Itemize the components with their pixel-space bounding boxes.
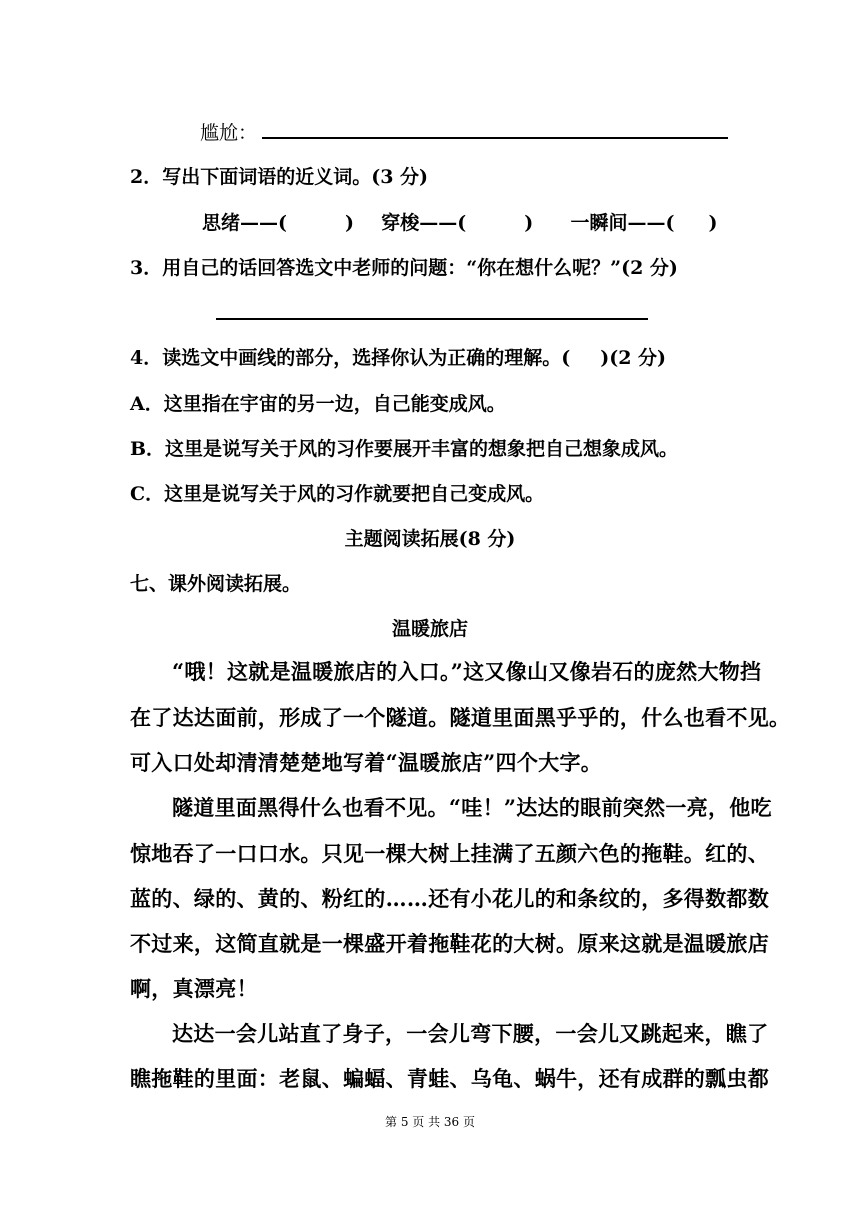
article-line-1: “哦！这就是温暖旅店的入口。”这又像山又像岩石的庞然大物挡 <box>172 659 762 684</box>
article-line-2: 在了达达面前，形成了一个隧道。隧道里面黑乎乎的，什么也看不见。 <box>130 705 791 730</box>
q1-answer-line[interactable] <box>262 137 728 139</box>
article-line-4: 隧道里面黑得什么也看不见。“哇！”达达的眼前突然一亮，他吃 <box>172 795 772 820</box>
q2-title: 2．写出下面词语的近义词。(3 分) <box>130 166 429 188</box>
section-title: 主题阅读拓展(8 分) <box>344 528 516 550</box>
article-line-8: 啊，真漂亮！ <box>130 976 258 1001</box>
article-line-9: 达达一会儿站直了身子，一会儿弯下腰，一会儿又跳起来，瞧了 <box>172 1021 769 1046</box>
page-footer: 第 5 页 共 36 页 <box>385 1115 475 1129</box>
q2-words: 思绪——( ) 穿梭——( ) 一瞬间——( ) <box>202 212 718 234</box>
q3-answer-line[interactable] <box>216 318 648 320</box>
article-line-6: 蓝的、绿的、黄的、粉红的……还有小花儿的和条纹的，多得数都数 <box>130 886 769 911</box>
q2-word-2: 穿梭——( <box>381 212 467 234</box>
q2-word-1: 思绪——( <box>202 212 287 234</box>
q4-option-b: B．这里是说写关于风的习作要展开丰富的想象把自己想象成风。 <box>130 438 679 460</box>
article-title: 温暖旅店 <box>391 618 468 640</box>
q4-title: 4．读选文中画线的部分，选择你认为正确的理解。( )(2 分) <box>130 347 667 369</box>
article-line-5: 惊地吞了一口口水。只见一棵大树上挂满了五颜六色的拖鞋。红的、 <box>130 841 769 866</box>
article-line-3: 可入口处却清清楚楚地写着“温暖旅店”四个大字。 <box>130 750 603 775</box>
q4-option-a: A．这里指在宇宙的另一边，自己能变成风。 <box>130 393 506 415</box>
q1-label: 尴尬： <box>200 122 258 144</box>
article-line-7: 不过来，这简直就是一棵盛开着拖鞋花的大树。原来这就是温暖旅店 <box>130 931 769 956</box>
q4-option-c: C．这里是说写关于风的习作就要把自己变成风。 <box>130 483 545 505</box>
q7-title: 七、课外阅读拓展。 <box>130 573 302 595</box>
article-line-10: 瞧拖鞋的里面：老鼠、蝙蝠、青蛙、乌龟、蜗牛，还有成群的瓢虫都 <box>130 1066 769 1091</box>
q2-word-3: 一瞬间——( <box>570 212 675 234</box>
q3-title: 3．用自己的话回答选文中老师的问题：“你在想什么呢？”(2 分) <box>130 257 678 279</box>
